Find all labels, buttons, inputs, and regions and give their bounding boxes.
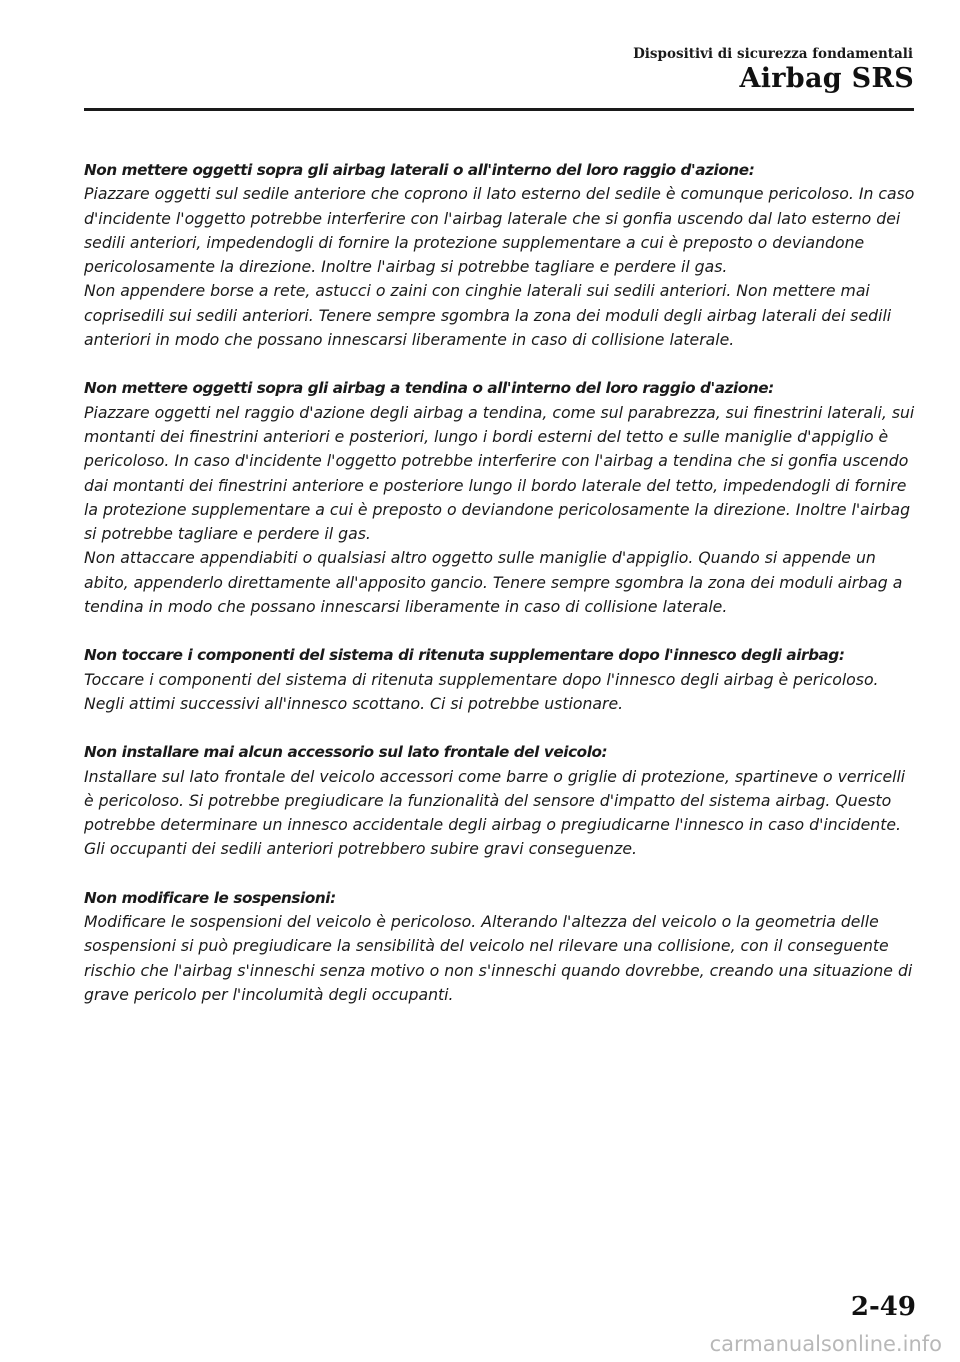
- warning-section: [84, 740, 918, 861]
- section-heading: Non toccare i componenti del sistema di ritenuta supplementare dopo l'innesco degli airbag:: [84, 646, 845, 665]
- paragraph: Non attaccare appendiabiti o qualsiasi altro oggetto sulle maniglie d'appiglio. Quando si appende un abito, appenderlo direttamente all'apposito gancio. Tenere sempre sgombra la zona dei moduli airbag a tendina in modo che possano innescarsi liberamente in caso di collisione laterale.: [84, 548, 903, 617]
- paragraph: Piazzare oggetti nel raggio d'azione degli airbag a tendina, come sul parabrezza, sui finestrini laterali, sui montanti dei finestrini anteriori e posteriori, lungo i bordi esterni del tetto e sulle maniglie d'appiglio è pericoloso. In caso d'incidente l'oggetto potrebbe interferire con l'airbag a tendina che si gonfia uscendo dai montanti dei finestrini anteriore e posteriore lungo il bordo laterale del tetto, impedendogli di fornire la protezione supplementare a cui è preposto o deviandone pericolosamente la direzione. Inoltre l'airbag si potrebbe tagliare e perdere il gas.: [84, 402, 915, 544]
- warning-section: [84, 643, 918, 716]
- section-heading: Non modificare le sospensioni:: [84, 888, 336, 907]
- section-heading: Non mettere oggetti sopra gli airbag a tendina o all'interno del loro raggio d'azione:: [84, 379, 774, 398]
- watermark-link[interactable]: carmanualsonline.info: [709, 1332, 942, 1356]
- page-number: 2-49: [850, 1292, 916, 1322]
- section-heading: Non installare mai alcun accessorio sul lato frontale del veicolo:: [84, 743, 608, 762]
- warning-section: [84, 886, 918, 1007]
- header-divider: [84, 108, 914, 111]
- section-subtitle: Dispositivi di sicurezza fondamentali: [633, 46, 913, 62]
- paragraph: Piazzare oggetti sul sedile anteriore che coprono il lato esterno del sedile è comunque pericoloso. In caso d'incidente l'oggetto potrebbe interferire con l'airbag laterale che si gonfia uscendo dal lato esterno dei sedili anteriori, impedendogli di fornire la protezione supplementare a cui è preposto o deviandone pericolosamente la direzione. Inoltre l'airbag si potrebbe tagliare e perdere il gas.: [84, 184, 915, 277]
- paragraph: Modificare le sospensioni del veicolo è pericoloso. Alterando l'altezza del veicolo o la geometria delle sospensioni si può pregiudicare la sensibilità del veicolo nel rilevare una collisione, con il conseguente rischio che l'airbag s'inneschi senza motivo o non s'inneschi quando dovrebbe, creando una situazione di grave pericolo per l'incolumità degli occupanti.: [84, 912, 913, 1004]
- page-title: Airbag SRS: [739, 63, 914, 94]
- warning-section: [84, 158, 918, 352]
- paragraph: Toccare i componenti del sistema di ritenuta supplementare dopo l'innesco degli airbag è pericoloso. Negli attimi successivi all'innesco scottano. Ci si potrebbe ustionare.: [84, 669, 879, 713]
- paragraph: Non appendere borse a rete, astucci o zaini con cinghie laterali sui sedili anteriori. Non mettere mai coprisedili sui sedili anteriori. Tenere sempre sgombra la zona dei moduli degli airbag laterali dei sedili anteriori in modo che possano innescarsi liberamente in caso di collisione laterale.: [84, 281, 892, 350]
- warning-section: [84, 376, 918, 619]
- main-content: [84, 158, 918, 1031]
- paragraph: Installare sul lato frontale del veicolo accessori come barre o griglie di protezione, spartineve o verricelli è pericoloso. Si potrebbe pregiudicare la funzionalità del sensore d'impatto del sistema airbag. Questo potrebbe determinare un innesco accidentale degli airbag o pregiudicarne l'innesco in caso d'incidente. Gli occupanti dei sedili anteriori potrebbero subire gravi conseguenze.: [84, 766, 906, 859]
- section-heading: Non mettere oggetti sopra gli airbag laterali o all'interno del loro raggio d'azione:: [84, 161, 755, 179]
